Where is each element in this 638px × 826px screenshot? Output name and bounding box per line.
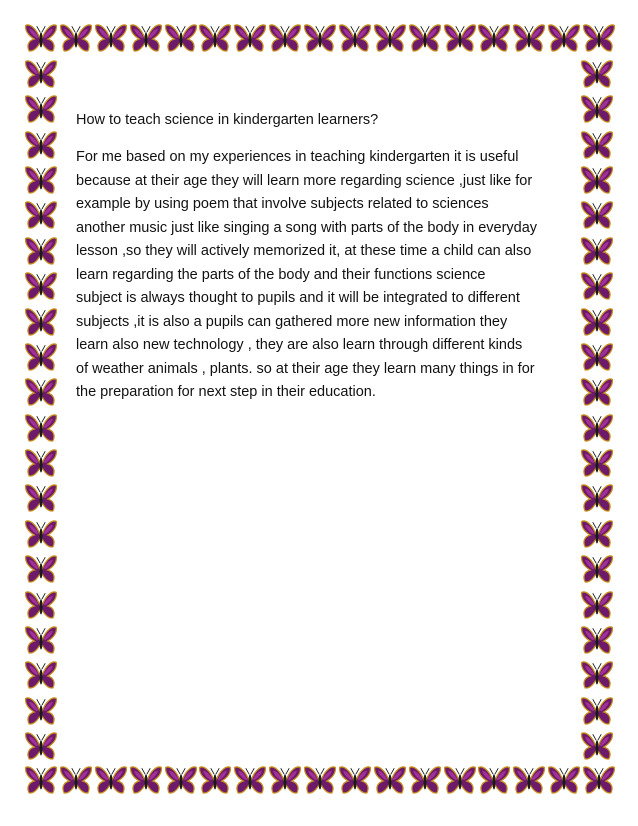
butterfly-icon bbox=[24, 164, 58, 198]
butterfly-border-bottom bbox=[24, 764, 616, 800]
butterfly-icon bbox=[24, 306, 58, 340]
butterfly-icon bbox=[582, 22, 616, 56]
paragraph-line: subject is always thought to pupils and it will be integrated to different bbox=[76, 290, 520, 306]
butterfly-icon bbox=[268, 764, 302, 798]
paragraph-line: because at their age they will learn more regarding science ,just like for bbox=[76, 172, 533, 189]
butterfly-icon bbox=[164, 22, 198, 56]
butterfly-icon bbox=[580, 58, 614, 92]
paragraph-line: another music just like singing a song with parts of the body in everyday bbox=[76, 219, 538, 236]
butterfly-icon bbox=[580, 624, 614, 658]
butterfly-icon bbox=[547, 764, 581, 798]
butterfly-icon bbox=[303, 764, 337, 798]
paragraph-line: learn regarding the parts of the body and their functions science bbox=[76, 266, 486, 283]
butterfly-icon bbox=[94, 22, 128, 56]
document-body bbox=[76, 108, 576, 405]
butterfly-icon bbox=[129, 22, 163, 56]
butterfly-icon bbox=[582, 764, 616, 798]
butterfly-icon bbox=[443, 764, 477, 798]
document-paragraph bbox=[76, 146, 576, 405]
paragraph-line: lesson ,so they will actively memorized it, at these time a child can also bbox=[76, 243, 532, 259]
butterfly-border-left bbox=[24, 58, 60, 764]
butterfly-icon bbox=[198, 764, 232, 798]
butterfly-icon bbox=[24, 624, 58, 658]
butterfly-icon bbox=[338, 764, 372, 798]
butterfly-icon bbox=[580, 199, 614, 233]
butterfly-icon bbox=[233, 22, 267, 56]
butterfly-icon bbox=[59, 764, 93, 798]
butterfly-icon bbox=[24, 482, 58, 516]
butterfly-icon bbox=[373, 22, 407, 56]
butterfly-icon bbox=[338, 22, 372, 56]
butterfly-icon bbox=[129, 764, 163, 798]
butterfly-icon bbox=[580, 376, 614, 410]
butterfly-icon bbox=[580, 518, 614, 552]
paragraph-line: For me based on my experiences in teaching kindergarten it is useful bbox=[76, 149, 519, 165]
butterfly-icon bbox=[580, 695, 614, 729]
paragraph-line: example by using poem that involve subjects related to sciences bbox=[76, 196, 489, 212]
butterfly-icon bbox=[24, 589, 58, 623]
butterfly-icon bbox=[24, 764, 58, 798]
butterfly-icon bbox=[59, 22, 93, 56]
butterfly-icon bbox=[24, 659, 58, 693]
butterfly-icon bbox=[24, 412, 58, 446]
butterfly-icon bbox=[24, 22, 58, 56]
butterfly-border-right bbox=[580, 58, 616, 764]
butterfly-icon bbox=[580, 341, 614, 375]
butterfly-icon bbox=[408, 764, 442, 798]
butterfly-icon bbox=[303, 22, 337, 56]
butterfly-icon bbox=[164, 764, 198, 798]
butterfly-icon bbox=[580, 164, 614, 198]
butterfly-icon bbox=[443, 22, 477, 56]
paragraph-line: the preparation for next step in their education. bbox=[76, 384, 376, 400]
butterfly-icon bbox=[24, 129, 58, 163]
butterfly-icon bbox=[94, 764, 128, 798]
butterfly-icon bbox=[24, 376, 58, 410]
paragraph-line: of weather animals , plants. so at their age they learn many things in for bbox=[76, 360, 535, 377]
butterfly-icon bbox=[24, 553, 58, 587]
butterfly-icon bbox=[477, 764, 511, 798]
butterfly-icon bbox=[233, 764, 267, 798]
butterfly-icon bbox=[547, 22, 581, 56]
butterfly-icon bbox=[477, 22, 511, 56]
butterfly-icon bbox=[24, 58, 58, 92]
butterfly-icon bbox=[580, 270, 614, 304]
butterfly-icon bbox=[580, 553, 614, 587]
butterfly-icon bbox=[24, 447, 58, 481]
butterfly-icon bbox=[580, 129, 614, 163]
butterfly-icon bbox=[580, 482, 614, 516]
butterfly-icon bbox=[580, 93, 614, 127]
butterfly-icon bbox=[24, 235, 58, 269]
butterfly-icon bbox=[580, 306, 614, 340]
butterfly-icon bbox=[24, 93, 58, 127]
butterfly-icon bbox=[24, 730, 58, 764]
butterfly-icon bbox=[24, 270, 58, 304]
document-title: How to teach science in kindergarten learners? bbox=[76, 112, 379, 128]
butterfly-icon bbox=[198, 22, 232, 56]
butterfly-icon bbox=[24, 341, 58, 375]
paragraph-line: learn also new technology , they are also learn through different kinds bbox=[76, 337, 523, 353]
butterfly-icon bbox=[24, 518, 58, 552]
butterfly-icon bbox=[24, 199, 58, 233]
butterfly-icon bbox=[580, 659, 614, 693]
butterfly-icon bbox=[580, 589, 614, 623]
butterfly-icon bbox=[373, 764, 407, 798]
butterfly-icon bbox=[512, 22, 546, 56]
butterfly-icon bbox=[24, 695, 58, 729]
butterfly-border-top bbox=[24, 22, 616, 58]
butterfly-icon bbox=[268, 22, 302, 56]
butterfly-icon bbox=[580, 730, 614, 764]
butterfly-icon bbox=[512, 764, 546, 798]
butterfly-icon bbox=[408, 22, 442, 56]
butterfly-icon bbox=[580, 447, 614, 481]
paragraph-line: subjects ,it is also a pupils can gathered more new information they bbox=[76, 313, 508, 330]
butterfly-icon bbox=[580, 235, 614, 269]
butterfly-icon bbox=[580, 412, 614, 446]
